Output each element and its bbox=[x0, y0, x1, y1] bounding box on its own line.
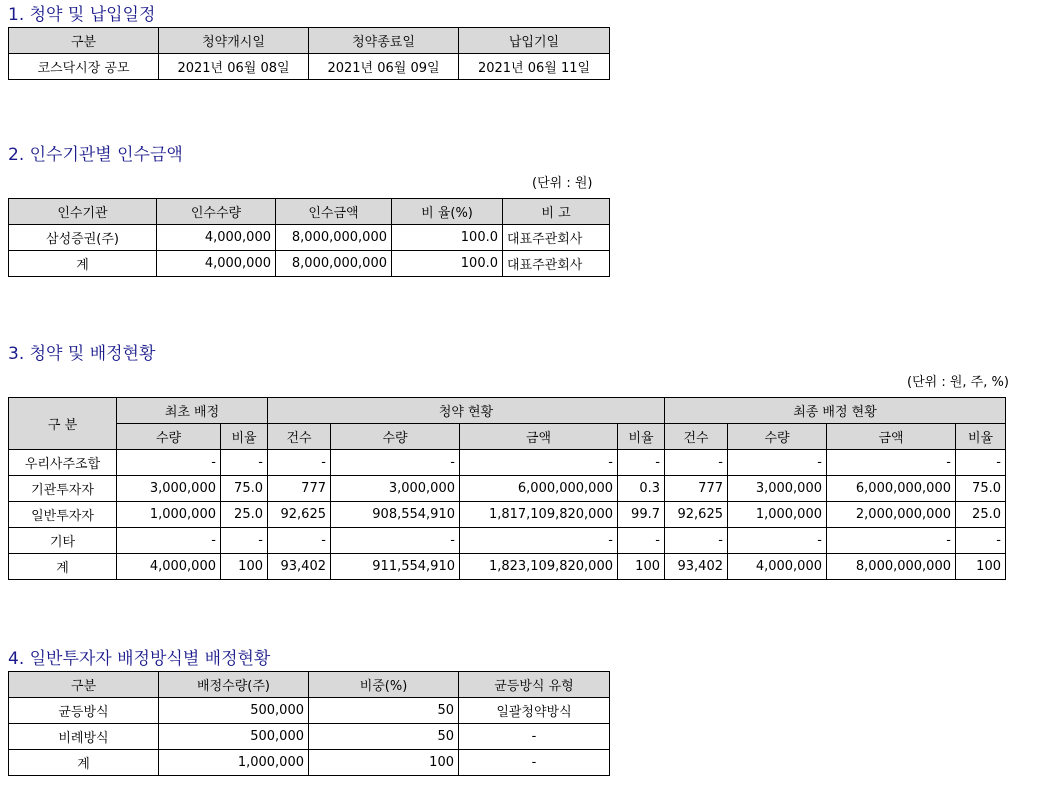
table-cell: - bbox=[665, 528, 728, 554]
table-cell: 100 bbox=[618, 554, 665, 580]
table-cell: 4,000,000 bbox=[728, 554, 827, 580]
header-cell: 인수수량 bbox=[157, 199, 276, 225]
table-cell: 1,823,109,820,000 bbox=[460, 554, 618, 580]
header-cell: 비율 bbox=[956, 424, 1006, 450]
header-cell: 납입기일 bbox=[459, 28, 610, 54]
table-cell: 기관투자자 bbox=[9, 476, 117, 502]
table-cell: 2,000,000,000 bbox=[827, 502, 956, 528]
table-row bbox=[9, 54, 610, 80]
table-cell: 3,000,000 bbox=[331, 476, 460, 502]
table-row bbox=[9, 698, 610, 724]
method-allocation-table bbox=[8, 671, 610, 776]
table-cell: 100 bbox=[221, 554, 268, 580]
table-cell: 92,625 bbox=[665, 502, 728, 528]
section3-title: 3. 청약 및 배정현황 bbox=[8, 344, 156, 364]
underwriter-table bbox=[8, 198, 610, 277]
table-cell: - bbox=[956, 450, 1006, 476]
table-cell: - bbox=[459, 750, 610, 776]
table-cell: - bbox=[460, 528, 618, 554]
table-cell: 99.7 bbox=[618, 502, 665, 528]
header-group-cell: 최초 배정 bbox=[117, 398, 268, 424]
header-cell: 금액 bbox=[827, 424, 956, 450]
table-row bbox=[9, 528, 1006, 554]
table-cell: 대표주관회사 bbox=[503, 251, 610, 277]
table-row bbox=[9, 251, 610, 277]
table-cell: - bbox=[459, 724, 610, 750]
table-cell: 1,817,109,820,000 bbox=[460, 502, 618, 528]
table-cell: - bbox=[331, 528, 460, 554]
table-cell: 777 bbox=[665, 476, 728, 502]
header-cell: 수량 bbox=[728, 424, 827, 450]
table-cell: 25.0 bbox=[956, 502, 1006, 528]
table-cell: 500,000 bbox=[159, 724, 309, 750]
table-cell: 93,402 bbox=[665, 554, 728, 580]
section1-title: 1. 청약 및 납입일정 bbox=[8, 5, 156, 25]
table-cell: - bbox=[268, 528, 331, 554]
table-cell: - bbox=[956, 528, 1006, 554]
table-cell: 계 bbox=[9, 554, 117, 580]
table-cell: 1,000,000 bbox=[159, 750, 309, 776]
header-cell: 구분 bbox=[9, 28, 159, 54]
table-cell: 계 bbox=[9, 750, 159, 776]
header-cell: 비 율(%) bbox=[392, 199, 503, 225]
table-row bbox=[9, 750, 610, 776]
table-cell: 75.0 bbox=[956, 476, 1006, 502]
table-cell: 8,000,000,000 bbox=[276, 225, 392, 251]
table-cell: 100 bbox=[956, 554, 1006, 580]
table-cell: 911,554,910 bbox=[331, 554, 460, 580]
table-cell: 0.3 bbox=[618, 476, 665, 502]
table-header-row bbox=[9, 398, 1006, 424]
header-cell: 비율 bbox=[618, 424, 665, 450]
table-cell: 2021년 06월 09일 bbox=[309, 54, 459, 80]
table-cell: 2021년 06월 11일 bbox=[459, 54, 610, 80]
table-cell: 우리사주조합 bbox=[9, 450, 117, 476]
table-cell: 3,000,000 bbox=[117, 476, 221, 502]
header-cell: 금액 bbox=[460, 424, 618, 450]
table-cell: 일반투자자 bbox=[9, 502, 117, 528]
header-cell: 수량 bbox=[117, 424, 221, 450]
table-cell: 1,000,000 bbox=[117, 502, 221, 528]
table-cell: 93,402 bbox=[268, 554, 331, 580]
table-cell: - bbox=[618, 528, 665, 554]
table-cell: - bbox=[117, 528, 221, 554]
table-cell: 8,000,000,000 bbox=[276, 251, 392, 277]
header-cell: 구분 bbox=[9, 672, 159, 698]
table-row bbox=[9, 225, 610, 251]
table-cell: 2021년 06월 08일 bbox=[159, 54, 309, 80]
table-cell: - bbox=[827, 528, 956, 554]
header-cell: 건수 bbox=[268, 424, 331, 450]
table-row bbox=[9, 502, 1006, 528]
table-row bbox=[9, 554, 1006, 580]
header-cell: 비중(%) bbox=[309, 672, 459, 698]
table-cell: - bbox=[117, 450, 221, 476]
table-row bbox=[9, 450, 1006, 476]
table-cell: - bbox=[221, 450, 268, 476]
section2-title: 2. 인수기관별 인수금액 bbox=[8, 145, 183, 165]
table-cell: 4,000,000 bbox=[157, 251, 276, 277]
table-cell: 100.0 bbox=[392, 251, 503, 277]
header-cell: 건수 bbox=[665, 424, 728, 450]
table-cell: 일괄청약방식 bbox=[459, 698, 610, 724]
table-row bbox=[9, 476, 1006, 502]
table-cell: 1,000,000 bbox=[728, 502, 827, 528]
table-cell: 비례방식 bbox=[9, 724, 159, 750]
table-row bbox=[9, 724, 610, 750]
header-cell: 청약종료일 bbox=[309, 28, 459, 54]
table-cell: 균등방식 bbox=[9, 698, 159, 724]
header-group-cell: 청약 현황 bbox=[268, 398, 665, 424]
table-cell: 코스닥시장 공모 bbox=[9, 54, 159, 80]
table-cell: - bbox=[728, 450, 827, 476]
table-cell: 6,000,000,000 bbox=[460, 476, 618, 502]
table-cell: 계 bbox=[9, 251, 157, 277]
table-cell: 50 bbox=[309, 698, 459, 724]
table-cell: 3,000,000 bbox=[728, 476, 827, 502]
unit-label: (단위 : 원) bbox=[532, 176, 593, 191]
table-cell: 6,000,000,000 bbox=[827, 476, 956, 502]
table-cell: 500,000 bbox=[159, 698, 309, 724]
table-cell: 50 bbox=[309, 724, 459, 750]
schedule-table bbox=[8, 27, 610, 80]
table-cell: - bbox=[221, 528, 268, 554]
header-cell: 비율 bbox=[221, 424, 268, 450]
table-cell: - bbox=[728, 528, 827, 554]
header-cell: 균등방식 유형 bbox=[459, 672, 610, 698]
table-cell: - bbox=[618, 450, 665, 476]
table-cell: 4,000,000 bbox=[157, 225, 276, 251]
table-cell: 8,000,000,000 bbox=[827, 554, 956, 580]
table-cell: 100 bbox=[309, 750, 459, 776]
table-cell: - bbox=[665, 450, 728, 476]
header-cell: 배정수량(주) bbox=[159, 672, 309, 698]
table-cell: 777 bbox=[268, 476, 331, 502]
table-header-row bbox=[9, 28, 610, 54]
table-cell: 75.0 bbox=[221, 476, 268, 502]
header-cell: 청약개시일 bbox=[159, 28, 309, 54]
unit-label: (단위 : 원, 주, %) bbox=[907, 375, 1009, 390]
table-cell: - bbox=[331, 450, 460, 476]
table-cell: 908,554,910 bbox=[331, 502, 460, 528]
table-cell: - bbox=[460, 450, 618, 476]
table-cell: 25.0 bbox=[221, 502, 268, 528]
allocation-table bbox=[8, 397, 1006, 580]
header-cell: 구 분 bbox=[9, 398, 117, 450]
table-header-row bbox=[9, 672, 610, 698]
table-cell: 대표주관회사 bbox=[503, 225, 610, 251]
header-cell: 비 고 bbox=[503, 199, 610, 225]
header-cell: 수량 bbox=[331, 424, 460, 450]
table-cell: 기타 bbox=[9, 528, 117, 554]
table-cell: 4,000,000 bbox=[117, 554, 221, 580]
table-cell: - bbox=[268, 450, 331, 476]
table-cell: 92,625 bbox=[268, 502, 331, 528]
table-cell: 100.0 bbox=[392, 225, 503, 251]
header-group-cell: 최종 배정 현황 bbox=[665, 398, 1006, 424]
header-cell: 인수금액 bbox=[276, 199, 392, 225]
table-cell: - bbox=[827, 450, 956, 476]
table-cell: 삼성증권(주) bbox=[9, 225, 157, 251]
header-cell: 인수기관 bbox=[9, 199, 157, 225]
table-header-row bbox=[9, 199, 610, 225]
table-subheader-row bbox=[9, 424, 1006, 450]
section4-title: 4. 일반투자자 배정방식별 배정현황 bbox=[8, 649, 271, 669]
